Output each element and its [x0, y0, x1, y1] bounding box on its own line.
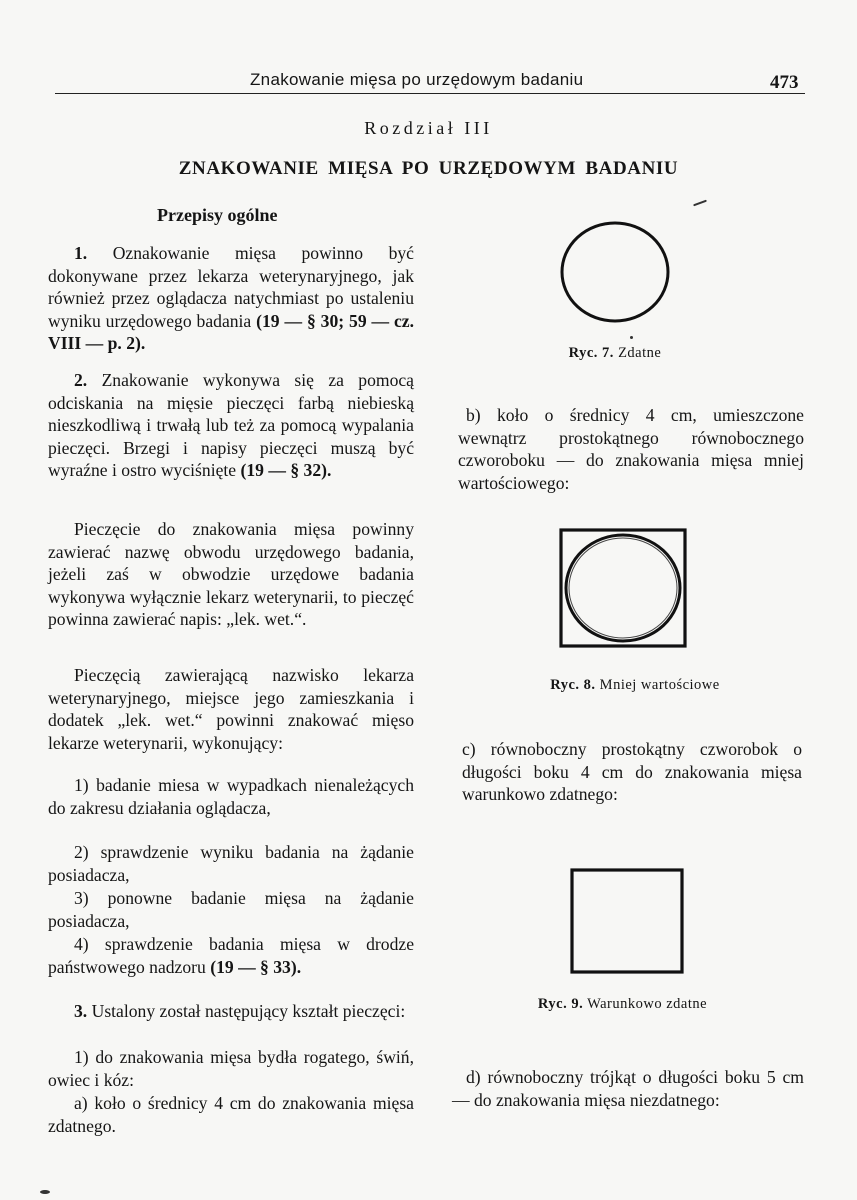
- list-item: a) koło o średnicy 4 cm do znakowania mięsa zdatnego.: [48, 1093, 414, 1136]
- paragraph-number: 1.: [74, 243, 88, 263]
- figure-caption: [495, 677, 775, 694]
- list-item: 1) do znakowania mięsa bydła rogatego, świń, owiec i kóz:: [48, 1047, 414, 1090]
- page-number: 473: [770, 72, 799, 93]
- list-item: 2) sprawdzenie wyniku badania na żądanie posiadacza,: [48, 842, 414, 885]
- paragraph-text: Oznakowanie mięsa powinno być dokonywane przez lekarza weterynaryjnego, jak również przez oglądacza natychmiast po ustaleniu wyniku urzędowego badania: [48, 243, 414, 331]
- page-title: ZNAKOWANIE MIĘSA PO URZĘDOWYM BADANIU: [178, 158, 679, 179]
- paragraph-2: [48, 369, 414, 482]
- scan-speck: [630, 336, 633, 339]
- scan-speck: [693, 200, 707, 207]
- figure-caption: [490, 996, 755, 1013]
- figure-label: Warunkowo zdatne: [587, 996, 708, 1012]
- list-item: [48, 933, 414, 978]
- square-stamp-figure: [570, 868, 684, 974]
- legal-reference: (19 — § 33).: [210, 956, 302, 977]
- figure-number: Ryc. 9.: [537, 996, 584, 1012]
- paragraph-number: 3.: [74, 1001, 88, 1021]
- figure-label: Mniej wartościowe: [599, 677, 720, 693]
- header-rule: [55, 93, 805, 94]
- paragraph-b: b) koło o średnicy 4 cm, umieszczone wewnątrz prostokątnego równobocznego czworoboku — do znakowania mięsa mniej wartościowego:: [458, 405, 804, 493]
- paragraph-seal-name: Pieczęcią zawierającą nazwisko lekarza weterynaryjnego, miejsce jego zamieszkania i dodatek „lek. wet.“ powinni znakować mięso lekarze weterynarii, wykonujący:: [48, 665, 414, 753]
- chapter-heading: Rozdział III: [364, 118, 493, 138]
- figure-number: Ryc. 8.: [550, 677, 596, 693]
- paragraph-text: Ustalony został następujący kształt pieczęci:: [91, 1001, 406, 1021]
- section-subheading: Przepisy ogólne: [157, 205, 278, 225]
- list-item: 3) ponowne badanie mięsa na żądanie posiadacza,: [48, 888, 414, 931]
- figure-caption: [540, 345, 690, 362]
- running-title: Znakowanie mięsa po urzędowym badaniu: [250, 70, 584, 89]
- paragraph-text: Znakowanie wykonywa się za pomocą odciskania na mięsie pieczęci farbą niebieską nieszkodliwą i trwałą lub też za pomocą wypalania pieczęci. Brzegi i napisy pieczęci muszą być wyraźne i ostro wyciśnięte: [48, 370, 414, 481]
- legal-reference: (19 — § 32).: [240, 460, 332, 481]
- list-item-text: 4) sprawdzenie badania mięsa w drodze państwowego nadzoru: [48, 934, 414, 977]
- paragraph-d: d) równoboczny trójkąt o długości boku 5 cm — do znakowania mięsa niezdatnego:: [452, 1067, 804, 1110]
- legal-reference: (19 — § 30; 59 — cz. VIII — p. 2).: [48, 310, 415, 354]
- paragraph-c: c) równoboczny prostokątny czworobok o długości boku 4 cm do znakowania mięsa warunkowo zdatnego:: [462, 739, 802, 805]
- figure-label: Zdatne: [618, 345, 662, 361]
- paragraph-1: [48, 242, 414, 355]
- figure-number: Ryc. 7.: [568, 345, 614, 361]
- circle-stamp-figure: [558, 220, 672, 324]
- list-item: 1) badanie miesa w wypadkach nienależących do zakresu działania oglądacza,: [48, 775, 414, 818]
- paragraph-3: [48, 1000, 414, 1023]
- paragraph-number: 2.: [74, 370, 88, 390]
- scan-speck: [40, 1190, 50, 1194]
- square-circle-stamp-figure: [558, 527, 688, 649]
- paragraph-seals: Pieczęcie do znakowania mięsa powinny zawierać nazwę obwodu urzędowego badania, jeżeli zaś w obwodzie urzędowe badania wykonywa wyłącznie lekarz weterynarii, to pieczęć powinna zawierać napis: „lek. wet.“.: [48, 519, 414, 630]
